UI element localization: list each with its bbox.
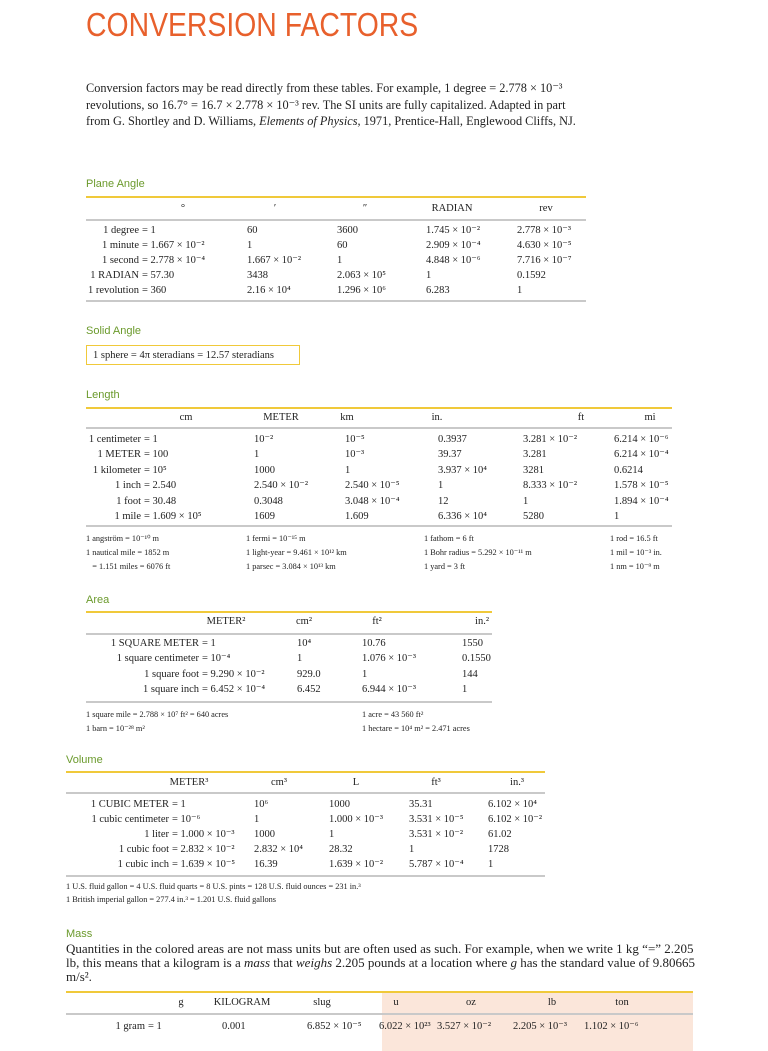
table-cell: 16.39 bbox=[254, 859, 278, 870]
mass-text: has the standard value of 9.80665 m/s². bbox=[66, 955, 695, 984]
table-header-rule bbox=[86, 633, 492, 635]
table-cell: 6.214 × 10⁻⁶ bbox=[614, 434, 669, 445]
footnote: 1 angström = 10⁻¹⁰ m bbox=[86, 534, 159, 543]
table-cell: 10⁴ bbox=[297, 638, 312, 649]
table-cell: 3600 bbox=[337, 225, 358, 236]
table-cell: 1.667 × 10⁻² bbox=[247, 255, 301, 266]
row-label-value: = 1.609 × 10⁵ bbox=[144, 511, 202, 522]
section-mass: Mass bbox=[66, 928, 93, 940]
table-cell: 3.531 × 10⁻² bbox=[409, 829, 463, 840]
row-label-value: = 2.832 × 10⁻² bbox=[172, 844, 235, 855]
table-top-rule bbox=[86, 407, 672, 409]
mass-text: that bbox=[270, 955, 297, 970]
table-top-rule bbox=[86, 196, 586, 198]
footnote: 1 yard = 3 ft bbox=[424, 562, 466, 571]
row-label: 1 centimeter bbox=[88, 434, 141, 445]
table-cell: 10⁶ bbox=[254, 799, 269, 810]
row-label-value: = 10⁻⁴ bbox=[202, 653, 231, 665]
table-cell: 3.281 × 10⁻² bbox=[523, 434, 577, 445]
column-header: ″ bbox=[362, 203, 368, 214]
table-cell: 1.894 × 10⁻⁴ bbox=[614, 495, 669, 507]
footnote: = 1.151 miles = 6076 ft bbox=[86, 562, 171, 571]
table-cell: 0.3048 bbox=[254, 495, 283, 507]
column-header: METER³ bbox=[169, 777, 209, 788]
row-label: 1 square centimeter bbox=[116, 653, 199, 665]
footnote: 1 mil = 10⁻³ in. bbox=[610, 548, 662, 557]
table-cell: 6.022 × 10²³ bbox=[379, 1021, 431, 1032]
table-cell: 1 bbox=[297, 653, 303, 665]
row-label-value: = 1 bbox=[148, 1021, 162, 1032]
column-header: L bbox=[352, 777, 360, 788]
table-cell: 3.527 × 10⁻² bbox=[437, 1021, 491, 1032]
intro-text-end: 1971, Prentice-Hall, Englewood Cliffs, NJ. bbox=[360, 114, 576, 128]
table-cell: 2.540 × 10⁻² bbox=[254, 480, 308, 492]
table-cell: 1 bbox=[329, 829, 335, 840]
row-label: 1 cubic centimeter bbox=[91, 814, 169, 825]
row-label-value: = 100 bbox=[144, 449, 169, 461]
column-header: oz bbox=[466, 997, 476, 1008]
table-cell: 1 bbox=[426, 270, 432, 281]
table-cell: 6.214 × 10⁻⁴ bbox=[614, 449, 669, 461]
column-header: km bbox=[340, 412, 354, 423]
table-cell: 1 bbox=[247, 240, 253, 251]
table-bottom-rule bbox=[86, 701, 492, 703]
table-cell: 0.6214 bbox=[614, 464, 643, 476]
row-label-value: = 10⁻⁶ bbox=[172, 814, 201, 825]
table-cell: 61.02 bbox=[488, 829, 512, 840]
table-cell: 60 bbox=[337, 240, 348, 251]
column-header: ′ bbox=[273, 203, 277, 214]
table-cell: 1 bbox=[409, 844, 415, 855]
mass-em: weighs bbox=[296, 955, 333, 970]
table-cell: 3438 bbox=[247, 270, 268, 281]
table-cell: 1.639 × 10⁻² bbox=[329, 859, 383, 870]
table-cell: 1.609 bbox=[345, 511, 369, 522]
table-bottom-rule bbox=[86, 300, 586, 302]
table-cell: 10.76 bbox=[362, 638, 386, 649]
table-cell: 1.102 × 10⁻⁶ bbox=[584, 1021, 639, 1032]
table-cell: 2.909 × 10⁻⁴ bbox=[426, 240, 481, 251]
row-label: 1 revolution bbox=[87, 285, 139, 296]
plane-angle-table bbox=[86, 196, 586, 302]
table-cell: 1.745 × 10⁻² bbox=[426, 225, 480, 236]
column-header: cm² bbox=[296, 616, 312, 627]
area-table bbox=[86, 611, 492, 737]
row-label: 1 CUBIC METER bbox=[90, 799, 169, 810]
table-cell: 1.578 × 10⁻⁵ bbox=[614, 480, 669, 492]
row-label: 1 liter bbox=[144, 829, 169, 840]
footnote: 1 acre = 43 560 ft² bbox=[362, 710, 424, 719]
row-label-value: = 30.48 bbox=[144, 495, 177, 507]
table-cell: 10⁻² bbox=[254, 434, 274, 445]
section-plane-angle: Plane Angle bbox=[86, 178, 145, 190]
table-cell: 5280 bbox=[523, 511, 544, 522]
mass-table bbox=[66, 991, 693, 1051]
section-area: Area bbox=[86, 594, 110, 606]
table-cell: 8.333 × 10⁻² bbox=[523, 480, 577, 492]
footnote: 1 fathom = 6 ft bbox=[424, 534, 474, 543]
column-header: METER² bbox=[206, 616, 246, 627]
column-header: ton bbox=[615, 997, 629, 1008]
table-cell: 1 bbox=[345, 464, 351, 476]
table-cell: 929.0 bbox=[297, 668, 321, 680]
table-cell: 1 bbox=[462, 683, 468, 695]
table-cell: 28.32 bbox=[329, 844, 353, 855]
row-label-value: = 1.667 × 10⁻² bbox=[142, 240, 205, 251]
table-bottom-rule bbox=[66, 875, 545, 877]
table-cell: 4.848 × 10⁻⁶ bbox=[426, 255, 481, 266]
column-header: ft² bbox=[372, 616, 382, 627]
table-cell: 4.630 × 10⁻⁵ bbox=[517, 240, 572, 251]
table-cell: 1 bbox=[337, 255, 343, 266]
table-top-rule bbox=[66, 771, 545, 773]
table-cell: 2.16 × 10⁴ bbox=[247, 285, 291, 296]
row-label-value: = 6.452 × 10⁻⁴ bbox=[202, 683, 266, 695]
intro-text: Conversion factors may be read directly from these tables. For example, 1 degree = 2.778 × 10⁻³ revolutions, so 16.7° = 16.7 × 2.778 × 10⁻³ rev. The SI units are fully capitalized. Adapted in part from G. Shortley and D. Williams, bbox=[86, 81, 566, 128]
row-label-value: = 360 bbox=[142, 285, 167, 296]
row-label: 1 RADIAN bbox=[90, 270, 139, 281]
table-cell: 1 bbox=[523, 495, 529, 507]
table-cell: 1000 bbox=[254, 829, 275, 840]
row-label: 1 kilometer bbox=[92, 464, 141, 476]
footnote: 1 barn = 10⁻²⁸ m² bbox=[86, 724, 145, 733]
table-cell: 0.1550 bbox=[462, 653, 491, 665]
column-header: METER bbox=[263, 412, 299, 423]
row-label-value: = 9.290 × 10⁻² bbox=[202, 668, 265, 680]
table-cell: 1000 bbox=[254, 464, 275, 476]
column-header: RADIAN bbox=[431, 203, 473, 214]
table-cell: 0.001 bbox=[222, 1021, 246, 1032]
table-cell: 60 bbox=[247, 225, 258, 236]
table-cell: 2.205 × 10⁻³ bbox=[513, 1021, 567, 1032]
table-header-rule bbox=[86, 219, 586, 221]
column-header: rev bbox=[539, 203, 553, 214]
mass-em: mass bbox=[244, 955, 271, 970]
row-label: 1 square inch bbox=[143, 683, 199, 695]
intro-paragraph bbox=[86, 80, 586, 130]
row-label: 1 inch bbox=[115, 480, 141, 492]
footnote: 1 square mile = 2.788 × 10⁷ ft² = 640 acres bbox=[86, 710, 229, 719]
row-label-value: = 1.639 × 10⁻⁵ bbox=[172, 859, 236, 870]
row-label-value: = 1 bbox=[142, 225, 156, 236]
table-cell: 1 bbox=[517, 285, 523, 296]
table-cell: 1.000 × 10⁻³ bbox=[329, 814, 383, 825]
column-header: KILOGRAM bbox=[213, 997, 271, 1008]
table-cell: 6.944 × 10⁻³ bbox=[362, 683, 416, 695]
table-cell: 1728 bbox=[488, 844, 509, 855]
length-table bbox=[86, 407, 672, 575]
table-cell: 3.048 × 10⁻⁴ bbox=[345, 495, 400, 507]
table-cell: 1.076 × 10⁻³ bbox=[362, 653, 416, 665]
table-cell: 1 bbox=[254, 449, 260, 461]
table-cell: 2.778 × 10⁻³ bbox=[517, 225, 571, 236]
column-header: u bbox=[393, 997, 399, 1008]
table-cell: 1550 bbox=[462, 638, 483, 649]
table-cell: 39.37 bbox=[438, 449, 462, 461]
table-cell: 1 bbox=[488, 859, 494, 870]
table-cell: 2.832 × 10⁴ bbox=[254, 844, 303, 855]
table-cell: 2.540 × 10⁻⁵ bbox=[345, 480, 400, 492]
table-cell: 6.283 bbox=[426, 285, 450, 296]
volume-table bbox=[66, 771, 545, 909]
row-label: 1 second bbox=[101, 255, 139, 266]
row-label-value: = 57.30 bbox=[142, 270, 175, 281]
section-length: Length bbox=[86, 389, 120, 401]
row-label: 1 minute bbox=[101, 240, 139, 251]
table-cell: 144 bbox=[462, 668, 478, 680]
table-cell: 35.31 bbox=[409, 799, 433, 810]
table-header-rule bbox=[86, 427, 672, 429]
table-cell: 5.787 × 10⁻⁴ bbox=[409, 859, 464, 870]
footnote: 1 nautical mile = 1852 m bbox=[86, 548, 170, 557]
table-cell: 1 bbox=[254, 814, 260, 825]
table-cell: 1 bbox=[614, 511, 620, 522]
footnote: 1 hectare = 10⁴ m² = 2.471 acres bbox=[362, 724, 470, 733]
row-label: 1 square foot bbox=[144, 668, 199, 680]
table-cell: 6.852 × 10⁻⁵ bbox=[307, 1021, 362, 1032]
row-label-value: = 2.540 bbox=[144, 480, 177, 492]
table-cell: 10⁻³ bbox=[345, 449, 365, 461]
row-label-value: = 1 bbox=[144, 434, 158, 445]
table-cell: 1 bbox=[362, 668, 368, 680]
column-header: cm bbox=[179, 412, 193, 423]
table-cell: 3.531 × 10⁻⁵ bbox=[409, 814, 464, 825]
table-header-rule bbox=[66, 1013, 693, 1015]
solid-angle-box: 1 sphere = 4π steradians = 12.57 steradians bbox=[86, 345, 300, 365]
table-cell: 1 bbox=[438, 480, 444, 492]
table-header-rule bbox=[66, 792, 545, 794]
section-volume: Volume bbox=[66, 754, 103, 766]
row-label: 1 degree bbox=[103, 225, 139, 236]
column-header: ° bbox=[180, 203, 186, 214]
footnote: 1 Bohr radius = 5.292 × 10⁻¹¹ m bbox=[424, 548, 532, 557]
table-cell: 3.937 × 10⁴ bbox=[438, 464, 487, 476]
row-label-value: = 1.000 × 10⁻³ bbox=[172, 829, 235, 840]
page-title: CONVERSION FACTORS bbox=[86, 6, 419, 43]
table-cell: 0.3937 bbox=[438, 434, 467, 445]
table-cell: 1609 bbox=[254, 511, 275, 522]
table-cell: 6.102 × 10⁴ bbox=[488, 799, 537, 810]
column-header: slug bbox=[313, 997, 331, 1008]
table-cell: 6.102 × 10⁻² bbox=[488, 814, 542, 825]
table-top-rule bbox=[86, 611, 492, 613]
footnote: 1 British imperial gallon = 277.4 in.³ = 1.201 U.S. fluid gallons bbox=[66, 895, 277, 904]
mass-text: Quantities in the colored areas are not mass units but are often used as such. For example, when we write 1 kg “=” 2.205 lb, this means that a kilogram is a bbox=[66, 941, 694, 970]
row-label-value: = 1 bbox=[202, 638, 216, 649]
mass-em: g bbox=[510, 955, 517, 970]
row-label-value: = 2.778 × 10⁻⁴ bbox=[142, 255, 206, 266]
row-label: 1 METER bbox=[97, 449, 141, 461]
row-label: 1 foot bbox=[116, 495, 141, 507]
row-label-value: = 1 bbox=[172, 799, 186, 810]
column-header: ft bbox=[577, 412, 585, 423]
mass-text: 2.205 pounds at a location where bbox=[332, 955, 511, 970]
table-cell: 0.1592 bbox=[517, 270, 546, 281]
table-cell: 6.452 bbox=[297, 683, 321, 695]
table-cell: 1.296 × 10⁶ bbox=[337, 285, 386, 296]
row-label: 1 gram bbox=[115, 1021, 145, 1032]
footnote: 1 U.S. fluid gallon = 4 U.S. fluid quarts = 8 U.S. pints = 128 U.S. fluid ounces = 231 in.³ bbox=[66, 882, 361, 891]
footnote: 1 light-year = 9.461 × 10¹² km bbox=[246, 548, 347, 557]
row-label: 1 SQUARE METER bbox=[110, 638, 199, 649]
column-header: in. bbox=[431, 412, 443, 423]
column-header: in.² bbox=[475, 616, 489, 627]
column-header: lb bbox=[547, 997, 557, 1008]
footnote: 1 parsec = 3.084 × 10¹³ km bbox=[246, 562, 336, 571]
column-header: mi bbox=[644, 412, 656, 423]
table-cell: 3.281 bbox=[523, 449, 547, 461]
table-cell: 10⁻⁵ bbox=[345, 434, 365, 445]
column-header: in.³ bbox=[510, 777, 524, 788]
table-cell: 2.063 × 10⁵ bbox=[337, 270, 386, 281]
footnote: 1 fermi = 10⁻¹⁵ m bbox=[246, 534, 306, 543]
book-title: Elements of Physics, bbox=[259, 114, 361, 128]
section-solid-angle: Solid Angle bbox=[86, 325, 142, 337]
row-label: 1 cubic inch bbox=[117, 859, 169, 870]
table-bottom-rule bbox=[86, 525, 672, 527]
row-label: 1 mile bbox=[114, 511, 141, 522]
row-label-value: = 10⁵ bbox=[144, 464, 167, 476]
table-cell: 7.716 × 10⁻⁷ bbox=[517, 255, 572, 266]
row-label: 1 cubic foot bbox=[118, 844, 169, 855]
table-cell: 12 bbox=[438, 495, 449, 507]
column-header: ft³ bbox=[431, 777, 441, 788]
table-cell: 3281 bbox=[523, 464, 544, 476]
table-cell: 6.336 × 10⁴ bbox=[438, 511, 487, 522]
footnote: 1 rod = 16.5 ft bbox=[610, 534, 658, 543]
column-header: cm³ bbox=[271, 777, 287, 788]
table-cell: 1000 bbox=[329, 799, 350, 810]
mass-paragraph bbox=[66, 942, 706, 984]
footnote: 1 nm = 10⁻⁹ m bbox=[610, 562, 660, 571]
column-header: g bbox=[178, 997, 184, 1008]
